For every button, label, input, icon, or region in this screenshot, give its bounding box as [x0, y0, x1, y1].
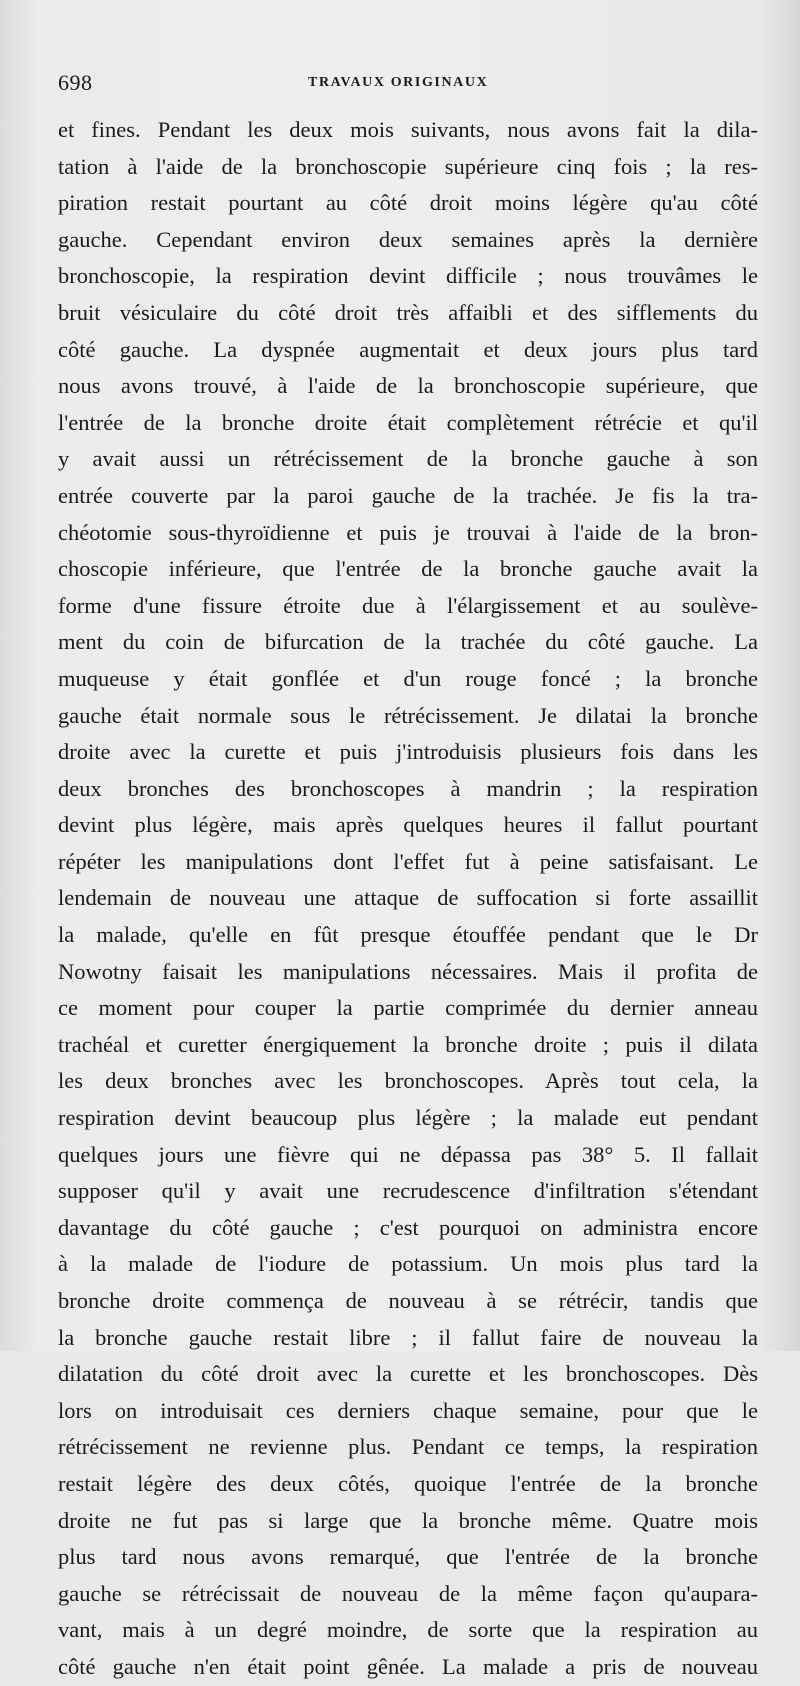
text-line: choscopie inférieure, que l'entrée de la bronche gauche avait la [58, 556, 758, 582]
text-line: gauche était normale sous le rétrécissement. Je dilatai la bronche [58, 702, 758, 728]
text-line: lors on introduisait ces derniers chaque semaine, pour que le [58, 1397, 758, 1423]
text-line: trachéal et curetter énergiquement la bronche droite ; puis il dilata [58, 1031, 758, 1057]
text-line: respiration devint beaucoup plus légère ; la malade eut pendant [58, 1105, 758, 1131]
text-line: lendemain de nouveau une attaque de suffocation si forte assaillit [58, 885, 758, 911]
text-line: les deux bronches avec les bronchoscopes. Après tout cela, la [58, 1068, 758, 1094]
text-line: droite ne fut pas si large que la bronche même. Quatre mois [58, 1507, 758, 1533]
text-line: forme d'une fissure étroite due à l'élargissement et au soulève- [58, 592, 758, 618]
text-line: restait légère des deux côtés, quoique l'entrée de la bronche [58, 1470, 758, 1496]
running-head: TRAVAUX ORIGINAUX [308, 75, 489, 90]
text-line: muqueuse y était gonflée et d'un rouge foncé ; la bronche [58, 665, 758, 691]
text-line: ment du coin de bifurcation de la trachée du côté gauche. La [58, 629, 758, 655]
text-line: gauche se rétrécissait de nouveau de la même façon qu'aupara- [58, 1580, 758, 1606]
text-line: piration restait pourtant au côté droit moins légère qu'au côté [58, 190, 758, 216]
text-line: deux bronches des bronchoscopes à mandrin ; la respiration [58, 775, 758, 801]
text-line: côté gauche. La dyspnée augmentait et deux jours plus tard [58, 336, 758, 362]
text-line: tation à l'aide de la bronchoscopie supérieure cinq fois ; la res- [58, 153, 758, 179]
text-line: rétrécissement ne revienne plus. Pendant ce temps, la respiration [58, 1434, 758, 1460]
text-line: y avait aussi un rétrécissement de la bronche gauche à son [58, 446, 758, 472]
text-line: l'entrée de la bronche droite était complètement rétrécie et qu'il [58, 409, 758, 435]
text-line: ce moment pour couper la partie comprimée du dernier anneau [58, 995, 758, 1021]
text-line: plus tard nous avons remarqué, que l'entrée de la bronche [58, 1544, 758, 1570]
text-line: répéter les manipulations dont l'effet fut à peine satisfaisant. Le [58, 848, 758, 874]
text-line: entrée couverte par la paroi gauche de la trachée. Je fis la tra- [58, 482, 758, 508]
text-line: côté gauche n'en était point gênée. La malade a pris de nouveau [58, 1653, 758, 1679]
text-line: vant, mais à un degré moindre, de sorte que la respiration au [58, 1617, 758, 1643]
text-line: droite avec la curette et puis j'introduisis plusieurs fois dans les [58, 739, 758, 765]
text-line: bronche droite commença de nouveau à se rétrécir, tandis que [58, 1288, 758, 1313]
text-line: gauche. Cependant environ deux semaines après la dernière [58, 226, 758, 252]
text-line: devint plus légère, mais après quelques heures il fallut pourtant [58, 812, 758, 838]
text-line: la malade, qu'elle en fût presque étouffée pendant que le Dr [58, 922, 758, 948]
text-line: Nowotny faisait les manipulations nécessaires. Mais il profita de [58, 958, 758, 984]
text-line: quelques jours une fièvre qui ne dépassa pas 38° 5. Il fallait [58, 1141, 758, 1167]
text-line: chéotomie sous-thyroïdienne et puis je trouvai à l'aide de la bron- [58, 519, 758, 545]
text-line: supposer qu'il y avait une recrudescence d'infiltration s'étendant [58, 1178, 758, 1204]
text-line: la bronche gauche restait libre ; il fallut faire de nouveau la [58, 1324, 758, 1350]
text-line: à la malade de l'iodure de potassium. Un mois plus tard la [58, 1251, 758, 1277]
text-line: davantage du côté gauche ; c'est pourquoi on administra encore [58, 1214, 758, 1240]
page-header [58, 70, 748, 100]
text-line: et fines. Pendant les deux mois suivants, nous avons fait la dila- [58, 117, 758, 142]
page-number: 698 [58, 70, 93, 95]
body-text [58, 112, 758, 1686]
text-line: bronchoscopie, la respiration devint difficile ; nous trouvâmes le [58, 263, 758, 289]
text-line: bruit vésiculaire du côté droit très affaibli et des sifflements du [58, 299, 758, 325]
text-line: nous avons trouvé, à l'aide de la bronchoscopie supérieure, que [58, 373, 758, 399]
text-line: dilatation du côté droit avec la curette et les bronchoscopes. Dès [58, 1361, 758, 1387]
